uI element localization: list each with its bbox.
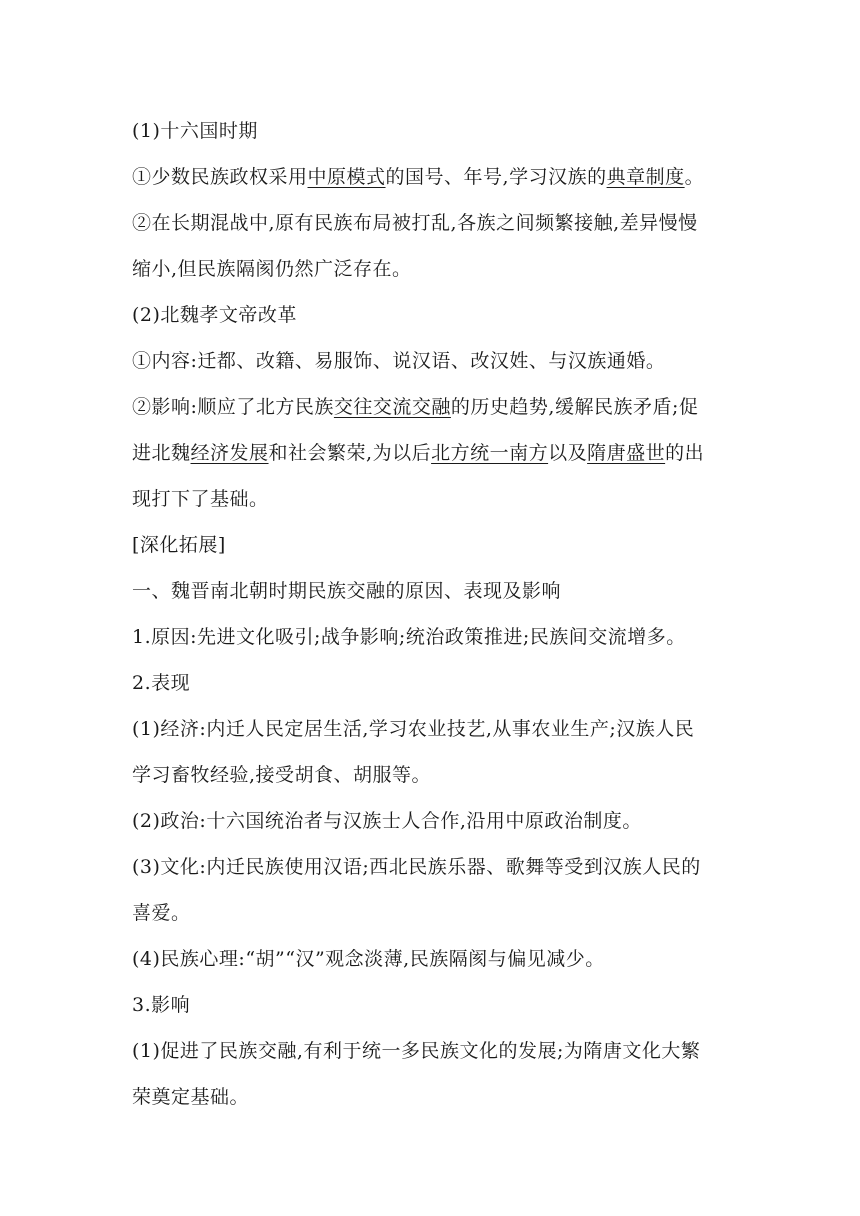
paragraph-reform-impact-line-3: 现打下了基础。 <box>132 488 269 510</box>
text-run: ②影响:顺应了北方民族 <box>132 396 334 418</box>
underlined-term: 隋唐盛世 <box>587 442 666 464</box>
item-reasons: 1.原因:先进文化吸引;战争影响;统治政策推进;民族间交流增多。 <box>132 626 686 648</box>
paragraph-reform-content: ①内容:迁都、改籍、易服饰、说汉语、改汉姓、与汉族通婚。 <box>132 350 666 372</box>
impact-line-2: 荣奠定基础。 <box>132 1086 250 1108</box>
paragraph-ethnic-layout-line-1: ②在长期混战中,原有民族布局被打乱,各族之间频繁接触,差异慢慢 <box>132 212 698 234</box>
underlined-term: 经济发展 <box>190 442 269 464</box>
text-run: 以及 <box>548 442 588 464</box>
paragraph-central-plains-model <box>132 154 732 200</box>
text-run: 的国号、年号,学习汉族的 <box>385 166 607 188</box>
paragraph-ethnic-layout-line-2: 缩小,但民族隔阂仍然广泛存在。 <box>132 258 412 280</box>
document-body <box>132 108 732 1120</box>
underlined-term: 交往交流交融 <box>333 396 451 418</box>
text-run: 的出 <box>665 442 705 464</box>
text-run: ①少数民族政权采用 <box>132 166 308 188</box>
text-run: 。 <box>684 166 705 188</box>
underlined-term: 北方统一南方 <box>431 442 549 464</box>
topic-heading: 一、魏晋南北朝时期民族交融的原因、表现及影响 <box>132 580 562 602</box>
text-run: 进北魏 <box>132 442 191 464</box>
performance-culture-line-2: 喜爱。 <box>132 902 191 924</box>
item-impact-heading: 3.影响 <box>132 994 191 1016</box>
impact-line-1: (1)促进了民族交融,有利于统一多民族文化的发展;为隋唐文化大繁 <box>132 1040 701 1062</box>
paragraph-reform-impact-line-2 <box>132 430 732 476</box>
section-heading-sixteen-kingdoms: (1)十六国时期 <box>132 120 258 142</box>
section-heading-deep-expansion: [深化拓展] <box>132 534 226 556</box>
text-run: 的历史趋势,缓解民族矛盾;促 <box>450 396 699 418</box>
performance-politics: (2)政治:十六国统治者与汉族士人合作,沿用中原政治制度。 <box>132 810 642 832</box>
performance-economy-line-2: 学习畜牧经验,接受胡食、胡服等。 <box>132 764 432 786</box>
underlined-term: 中原模式 <box>307 166 386 188</box>
performance-culture-line-1: (3)文化:内迁民族使用汉语;西北民族乐器、歌舞等受到汉族人民的 <box>132 856 701 878</box>
performance-psychology: (4)民族心理:“胡”“汉”观念淡薄,民族隔阂与偏见减少。 <box>132 948 605 970</box>
section-heading-xiaowen-reform: (2)北魏孝文帝改革 <box>132 304 297 326</box>
item-performance-heading: 2.表现 <box>132 672 191 694</box>
paragraph-reform-impact-line-1 <box>132 384 732 430</box>
underlined-term: 典章制度 <box>606 166 685 188</box>
text-run: 和社会繁荣,为以后 <box>268 442 432 464</box>
performance-economy-line-1: (1)经济:内迁人民定居生活,学习农业技艺,从事农业生产;汉族人民 <box>132 718 695 740</box>
